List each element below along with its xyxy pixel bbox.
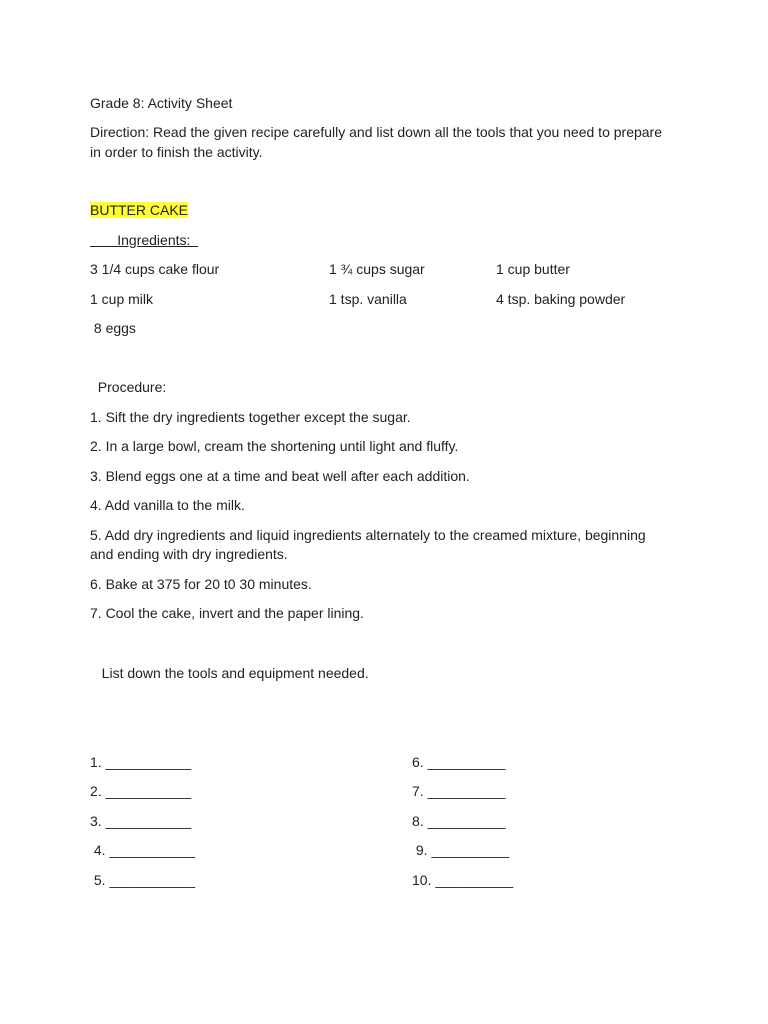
answer-blank-2[interactable]: 2. ___________ [90,783,192,799]
ingredient-baking-powder: 4 tsp. baking powder [496,291,626,307]
procedure-step: 2. In a large bowl, cream the shortening until light and fluffy. [90,438,459,454]
procedure-step: 3. Blend eggs one at a time and beat well after each addition. [90,468,470,484]
procedure-step: 6. Bake at 375 for 20 t0 30 minutes. [90,576,312,592]
answer-blank-6[interactable]: 6. __________ [412,754,506,770]
procedure-step: 7. Cool the cake, invert and the paper lining. [90,605,364,621]
answer-blank-5[interactable]: 5. ___________ [90,872,196,888]
ingredients-heading: Ingredients: [90,232,199,248]
answer-blank-3[interactable]: 3. ___________ [90,813,192,829]
ingredient-milk: 1 cup milk [90,291,154,307]
answer-blank-1[interactable]: 1. ___________ [90,754,192,770]
answer-blank-7[interactable]: 7. __________ [412,783,506,799]
tools-prompt: List down the tools and equipment needed. [90,665,369,681]
procedure-step: 4. Add vanilla to the milk. [90,497,245,513]
answer-blank-4[interactable]: 4. ___________ [90,842,196,858]
answer-blank-8[interactable]: 8. __________ [412,813,506,829]
ingredient-cake-flour: 3 1/4 cups cake flour [90,261,220,277]
ingredient-eggs: 8 eggs [90,320,136,336]
answer-blank-9[interactable]: 9. __________ [412,842,510,858]
ingredient-butter: 1 cup butter [496,261,570,277]
answer-blank-10[interactable]: 10. __________ [412,872,514,888]
procedure-step: 1. Sift the dry ingredients together except the sugar. [90,409,411,425]
procedure-step: 5. Add dry ingredients and liquid ingredients alternately to the creamed mixture, beginning and ending with dry ingredients. [90,527,646,562]
ingredient-sugar: 1 ¾ cups sugar [329,261,425,277]
procedure-heading: Procedure: [90,379,167,395]
direction-text: Direction: Read the given recipe carefully and list down all the tools that you need to prepare in order to finish the activity. [90,124,663,160]
page-title: Grade 8: Activity Sheet [90,95,233,111]
recipe-title [90,201,188,219]
ingredient-vanilla: 1 tsp. vanilla [329,291,407,307]
recipe-title-highlight: BUTTER CAKE [90,202,189,218]
